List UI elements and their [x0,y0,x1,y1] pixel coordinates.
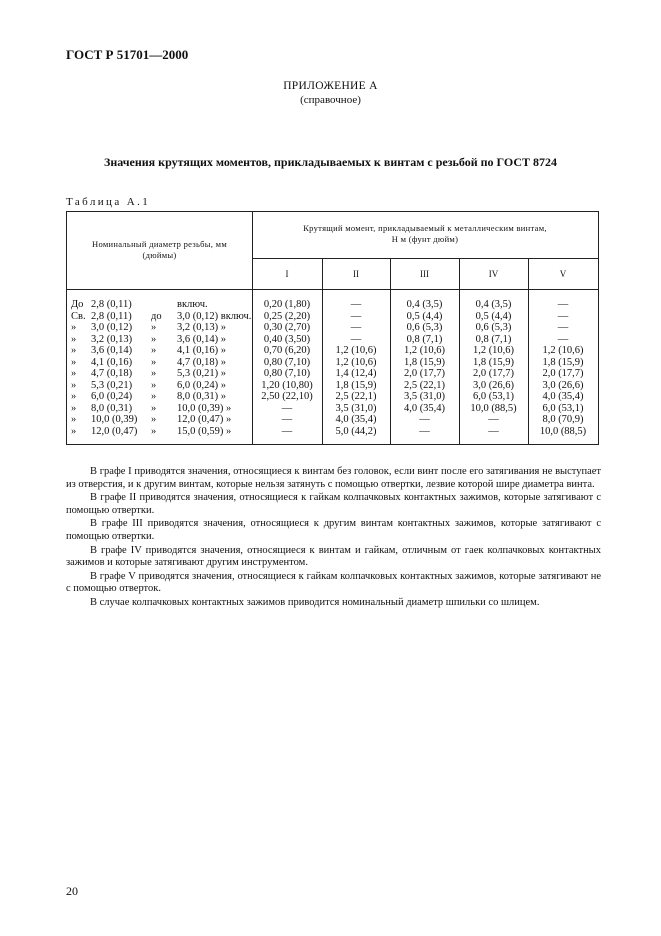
diameter-column [67,299,251,437]
table-cell: — [488,425,499,437]
table-cell: 2,0 (17,7) [472,368,515,379]
column-number-1: I [285,269,289,279]
table-row [67,357,251,369]
table-cell: 0,4 (3,5) [406,299,443,310]
table-cell: 0,6 (5,3) [406,322,443,333]
table-cell: 0,30 (2,70) [263,322,311,333]
row-range-c: 5,3 (0,21) » [177,368,226,379]
row-range-a: 4,7 (0,18) [91,368,133,379]
note-paragraph: В случае колпачковых контактных зажимов приводится номинальный диаметр шпильки со шлицем. [90,596,540,608]
row-range-a: 3,2 (0,13) [91,333,133,345]
table-row [67,426,251,438]
table-cell: 1,4 (12,4) [335,368,377,379]
table-cell: 3,5 (31,0) [335,402,377,414]
table-cell: — [281,414,293,425]
table-cell: 4,0 (35,4) [542,391,584,402]
table-cell: 2,5 (22,1) [403,379,446,391]
note-paragraph: В графе I приводятся значения, относящиеся к винтам без головок, если винт после его затягивания не выступает из отверстия, и к другим винтам, которые нельзя затянуть с помощью отвертки, лезвие которой шире диаметра винта. [66,466,601,490]
note-paragraph: В графе IV приводятся значения, относящиеся к винтам и гайкам, отличным от гаек колпачковых контактных зажимов и которые затягивают другим инструментом. [66,544,601,569]
table-cell: 5,0 (44,2) [335,425,377,437]
column-number-2: II [353,269,359,279]
table-cell: 3,0 (26,6) [472,379,515,391]
table-cell: — [350,333,362,345]
table-cell: 1,2 (10,6) [335,356,377,368]
header-torque-line2: Н м (фунт дюйм) [391,234,459,244]
table-cell: 1,8 (15,9) [335,379,377,391]
row-range-p: До [71,299,84,310]
table-cell: 0,5 (4,4) [406,310,443,322]
table-cell: 6,0 (53,1) [472,391,515,402]
table-cell: 8,0 (70,9) [542,414,584,425]
row-range-p: » [71,414,77,425]
table-cell: 0,6 (5,3) [475,322,512,333]
row-range-c: 3,2 (0,13) » [177,322,226,333]
table-cell: 1,20 (10,80) [261,379,313,391]
table-cell: 1,2 (10,6) [542,345,584,356]
table-cell: 2,50 (22,10) [261,391,313,402]
table-cell: — [281,425,293,437]
table-cell: — [557,299,569,310]
row-range-a: 3,6 (0,14) [91,345,133,356]
row-range-c: 3,0 (0,12) включ. [177,310,252,322]
table-cell: — [419,414,430,425]
table-row [67,368,251,380]
row-range-a: 2,8 (0,11) [91,310,132,322]
table-cell: 0,80 (7,10) [263,368,311,379]
row-range-p: » [71,322,77,333]
table-row [67,414,251,426]
header-diameter [67,239,252,261]
row-range-p: » [71,402,77,414]
table-cell: 0,4 (3,5) [475,299,512,310]
row-range-a: 4,1 (0,16) [91,356,133,368]
table-cell: 4,0 (35,4) [335,414,377,425]
row-range-p: » [71,391,77,402]
row-range-b: » [151,356,157,368]
table-cell: — [557,310,569,322]
row-range-c: 12,0 (0,47) » [177,414,232,425]
row-range-a: 8,0 (0,31) [91,402,133,414]
table-cell: 0,80 (7,10) [263,356,311,368]
row-range-b: » [151,345,157,356]
torque-table [66,211,599,445]
table-cell: 0,70 (6,20) [263,345,311,356]
table-cell: 0,25 (2,20) [263,310,311,322]
table-cell: — [350,310,362,322]
column-number-5: V [559,269,567,279]
row-range-a: 3,0 (0,12) [91,322,133,333]
table-cell: — [281,402,293,414]
table-cell: 0,5 (4,4) [475,310,512,322]
row-range-c: 15,0 (0,59) » [177,425,232,437]
row-range-a: 5,3 (0,21) [91,379,133,391]
table-row [67,311,251,323]
header-torque-line1: Крутящий момент, прикладываемый к металлическим винтам, [303,223,547,233]
column-number-3: III [420,269,429,279]
table-row [67,380,251,392]
table-cell: 10,0 (88,5) [470,402,517,414]
table-cell: 10,0 (88,5) [539,425,587,437]
values-column-2 [322,299,390,437]
table-cell: 3,0 (26,6) [542,379,584,391]
table-row [67,322,251,334]
row-range-c: 4,7 (0,18) » [177,356,226,368]
row-range-b: » [151,322,157,333]
table-row [67,334,251,346]
table-cell: 3,5 (31,0) [403,391,446,402]
appendix-note: (справочное) [300,94,361,106]
row-range-a: 12,0 (0,47) [91,425,138,437]
row-range-p: » [71,345,77,356]
row-range-c: 4,1 (0,16) » [177,345,226,356]
row-range-b: » [151,402,157,414]
table-cell: — [557,322,569,333]
table-cell: 1,2 (10,6) [403,345,446,356]
table-cell: 0,8 (7,1) [475,333,512,345]
table-cell: 2,5 (22,1) [335,391,377,402]
row-range-b: » [151,414,157,425]
table-cell: — [557,333,569,345]
note-paragraph: В графе II приводятся значения, относящиеся к гайкам колпачковых контактных зажимов, которые затягивают с помощью отвертки. [66,492,601,516]
row-range-b: » [151,379,157,391]
document-code: ГОСТ Р 51701—2000 [66,47,189,62]
table-cell: — [350,299,362,310]
document-title: Значения крутящих моментов, прикладываемых к винтам с резьбой по ГОСТ 8724 [103,155,558,169]
column-number-4: IV [488,269,499,279]
note-paragraph: В графе V приводятся значения, относящиеся к гайкам колпачковых контактных зажимов, которые затягивают не с помощью отверток. [66,570,601,595]
row-range-p: » [71,368,77,379]
row-range-a: 6,0 (0,24) [91,391,133,402]
table-cell: 1,8 (15,9) [403,356,446,368]
table-cell: — [419,425,430,437]
table-cell: 1,2 (10,6) [335,345,377,356]
table-cell: — [488,414,499,425]
row-range-p: Св. [71,310,86,322]
row-range-p: » [71,333,77,345]
table-row [67,391,251,403]
row-range-c: 8,0 (0,31) » [177,391,226,402]
row-range-a: 2,8 (0,11) [91,299,132,310]
values-column-4 [459,299,528,437]
table-divider [252,258,598,259]
table-row [67,345,251,357]
page-number: 20 [66,884,78,898]
table-cell: 2,0 (17,7) [542,368,584,379]
header-diameter-line1: Номинальный диаметр резьбы, мм [92,239,227,249]
table-cell: 1,8 (15,9) [472,356,515,368]
row-range-b: » [151,425,157,437]
table-cell: 1,8 (15,9) [542,356,584,368]
row-range-c: 3,6 (0,14) » [177,333,226,345]
note-paragraph: В графе III приводятся значения, относящиеся к другим винтам контактных зажимов, которые затягивают с помощью отвертки. [66,518,601,542]
row-range-c: включ. [177,299,208,310]
header-diameter-line2: (дюймы) [142,250,177,260]
values-column-3 [390,299,459,437]
table-cell: 0,8 (7,1) [406,333,443,345]
table-cell: 4,0 (35,4) [403,402,446,414]
appendix-title: ПРИЛОЖЕНИЕ А [283,80,378,92]
notes-section [66,466,601,611]
table-cell: 2,0 (17,7) [403,368,446,379]
row-range-c: 6,0 (0,24) » [177,379,226,391]
values-column-5 [528,299,598,437]
table-cell: 0,20 (1,80) [263,299,311,310]
values-column-1 [252,299,322,437]
row-range-b: » [151,391,157,402]
table-cell: 1,2 (10,6) [472,345,515,356]
row-range-a: 10,0 (0,39) [91,414,138,425]
row-range-p: » [71,425,77,437]
table-divider [67,289,598,290]
table-row [67,403,251,415]
table-cell: 6,0 (53,1) [542,402,584,414]
table-cell: 0,40 (3,50) [263,333,311,345]
table-label: Таблица А.1 [66,196,151,208]
header-torque [252,223,598,245]
row-range-b: » [151,368,157,379]
row-range-b: » [151,333,157,345]
row-range-p: » [71,356,77,368]
row-range-b: до [151,310,162,322]
row-range-p: » [71,379,77,391]
table-row [67,299,251,311]
table-cell: — [350,322,362,333]
row-range-c: 10,0 (0,39) » [177,402,232,414]
